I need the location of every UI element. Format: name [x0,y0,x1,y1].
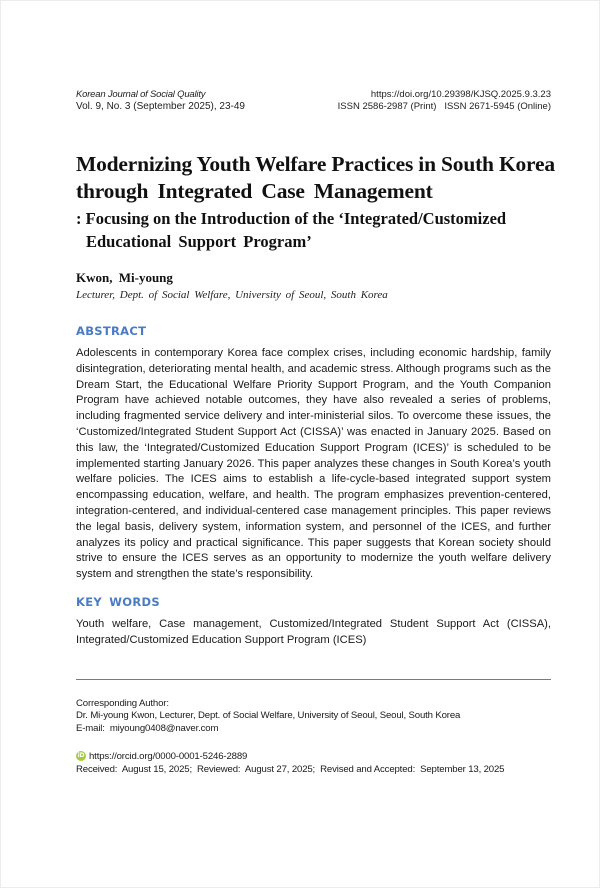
submission-dates: Received: August 15, 2025; Reviewed: August 27, 2025; Revised and Accepted: September 13, 2025 [76,763,505,775]
orcid-line [76,750,551,763]
subtitle-line-2: Educational Support Program’ [86,232,312,251]
page-header [76,89,551,113]
orcid-icon: iD [77,752,85,760]
article-title [76,151,555,205]
article-subtitle [76,207,551,253]
footer-divider [76,679,551,680]
abstract-heading: ABSTRACT [76,324,147,338]
corresponding-label: Corresponding Author: [76,697,169,709]
journal-header [76,89,245,113]
author-affiliation: Lecturer, Dept. of Social Welfare, University of Seoul, South Korea [76,289,388,301]
journal-name: Korean Journal of Social Quality [76,89,206,100]
volume-info: Vol. 9, No. 3 (September 2025), 23-49 [76,101,245,112]
author-name: Kwon, Mi-young [76,270,173,285]
corresponding-author [76,698,551,736]
title-line-1: Modernizing Youth Welfare Practices in South Korea [76,152,555,176]
abstract-text: Adolescents in contemporary Korea face complex crises, including economic hardship, family disintegration, deteriorating mental health, and academic stress. Although programs such as the Dream Start, the Educational Welfare Priority Support Program, and the Youth Companion Program have achieved notable outcomes, they have also revealed a series of problems, including fragmented service delivery and inter-ministerial silos. To overcome these issues, the ‘Customized/Integrated Student Support Act (CISSA)’ was enacted in January 2025. Based on this law, the ‘Integrated/Customized Education Support Program (ICES)’ is scheduled to be implemented starting January 2026. This paper analyzes these changes in South Korea’s youth welfare policies. The ICES aims to establish a life-cycle-based integrated support system encompassing education, welfare, and health. The program emphasizes prevention-centered, integration-centered, and individual-centered case management principles. This paper reviews the legal basis, delivery system, information system, and personnel of the ICES, and further analyzes its policy and practical significance. This paper suggests that Korean society should strive to ensure the ICES serves as an opportunity to modernize the youth welfare delivery system and strengthen the state’s responsibility. [76,347,551,581]
subtitle-line-1: : Focusing on the Introduction of the ‘Integrated/Customized [76,209,507,228]
corresponding-detail: Dr. Mi-young Kwon, Lecturer, Dept. of Social Welfare, University of Seoul, Seoul, South Korea [76,710,461,722]
keywords-text: Youth welfare, Case management, Customized/Integrated Student Support Act (CISSA), Integrated/Customized Education Support Program (ICES) [76,617,551,646]
orcid-link[interactable]: https://orcid.org/0000-0001-5246-2889 [89,750,248,762]
author-email[interactable]: E-mail: miyoung0408@naver.com [76,723,219,735]
issn-info: ISSN 2586-2987 (Print) ISSN 2671-5945 (Online) [337,101,551,112]
doi-header [338,89,551,113]
page-content [1,1,599,796]
doi-link[interactable]: https://doi.org/10.29398/KJSQ.2025.9.3.23 [370,89,551,100]
keywords-heading: KEY WORDS [76,594,160,609]
title-line-2: through Integrated Case Management [76,179,433,203]
